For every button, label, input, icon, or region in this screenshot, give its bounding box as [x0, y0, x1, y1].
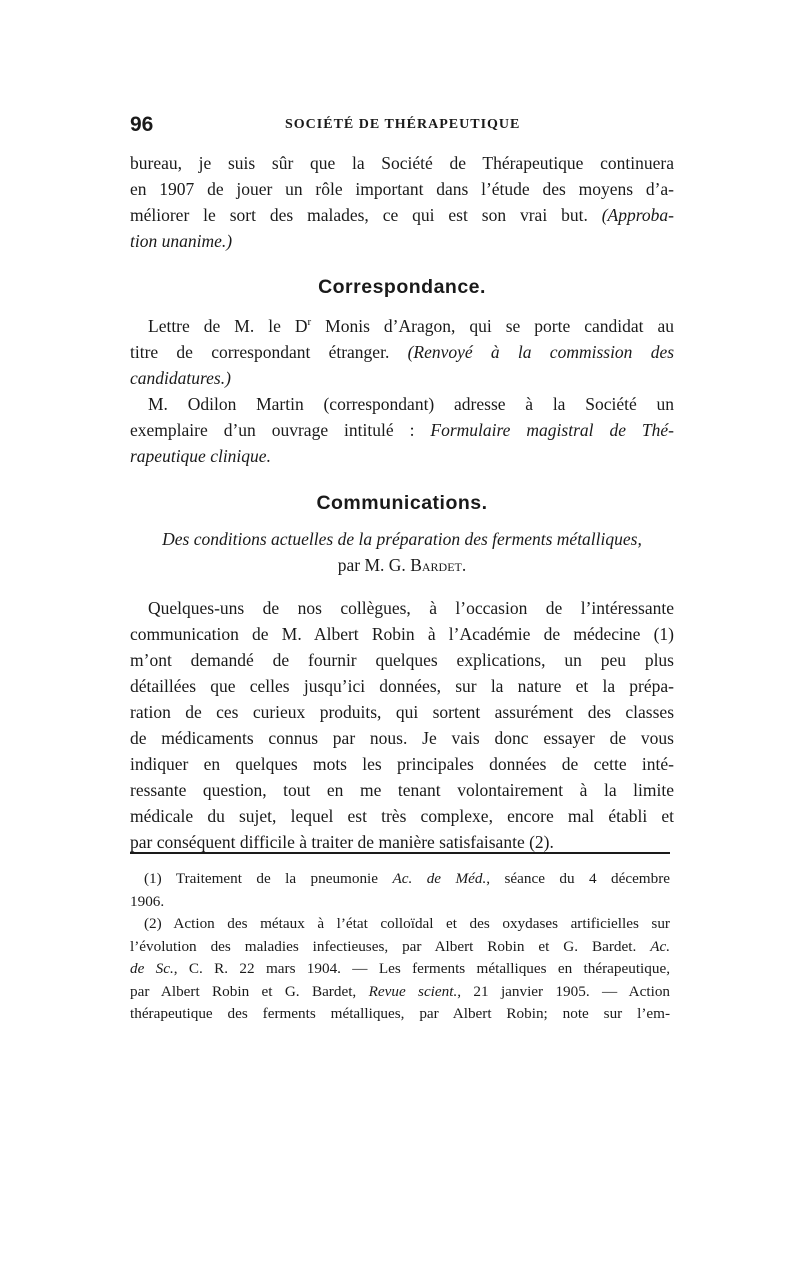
text-line: communication de M. Albert Robin à l’Académie de médecine (1)	[130, 624, 674, 644]
text-line: méliorer le sort des malades, ce qui est son vrai but. (Approba-	[130, 205, 674, 225]
footnote-2	[130, 913, 670, 1026]
text-line: Lettre de M. le $D^r$ Monis d’Aragon, qui se porte candidat au	[148, 316, 675, 336]
intro-paragraph	[130, 150, 674, 254]
text-line: par conséquent difficile à traiter de manière satisfaisante (2).	[130, 832, 554, 852]
text-line: candidatures.)	[130, 368, 231, 388]
running-title: SOCIÉTÉ DE THÉRAPEUTIQUE	[285, 117, 521, 132]
text-line: (2) Action des métaux à l’état colloïdal et des oxydases artificielles sur	[144, 915, 670, 932]
page-number: 96	[130, 113, 154, 136]
section-heading-communications: Communications.	[316, 492, 488, 514]
text-line: indiquer en quelques mots les principales données de cette inté-	[130, 754, 674, 774]
article-byline: par M. G. Bardet.	[337, 555, 467, 575]
text-line: (1) Traitement de la pneumonie Ac. de Méd., séance du 4 décembre	[144, 870, 671, 887]
text-line: exemplaire d’un ouvrage intitulé : Formulaire magistral de Thé-	[130, 420, 675, 440]
text-line: en 1907 de jouer un rôle important dans l’étude des moyens d’a-	[130, 179, 674, 199]
running-header	[130, 113, 670, 141]
article-title: Des conditions actuelles de la préparation des ferments métalliques,	[162, 529, 642, 549]
body-paragraph	[130, 595, 674, 855]
text-line: Quelques-uns de nos collègues, à l’occasion de l’intéressante	[148, 598, 674, 618]
text-line: bureau, je suis sûr que la Société de Thérapeutique continuera	[130, 153, 674, 173]
section-heading-correspondance: Correspondance.	[318, 276, 486, 298]
footnote-divider	[130, 852, 670, 854]
text-line: de Sc., C. R. 22 mars 1904. — Les ferments métalliques en thérapeutique,	[130, 960, 670, 977]
text-line: médicale du sujet, lequel est très complexe, encore mal établi et	[130, 806, 674, 826]
text-line: M. Odilon Martin (correspondant) adresse à la Société un	[148, 394, 674, 414]
footnotes	[130, 868, 670, 1026]
text-line: par Albert Robin et G. Bardet, Revue scient., 21 janvier 1905. — Action	[130, 982, 671, 1000]
text-line: titre de correspondant étranger. (Renvoyé à la commission des	[130, 342, 675, 362]
main-text	[130, 150, 674, 855]
text-line: rapeutique clinique.	[130, 446, 271, 466]
text-line: tion unanime.)	[130, 231, 233, 251]
correspondance-paragraph	[130, 313, 674, 469]
text-line: l’évolution des maladies infectieuses, par Albert Robin et G. Bardet. Ac.	[130, 937, 671, 955]
text-line: ressante question, tout en me tenant volontairement à la limite	[130, 780, 674, 800]
text-line: de médicaments connus par nous. Je vais donc essayer de vous	[130, 728, 674, 748]
text-line: détaillées que celles jusqu’ici données, sur la nature et la prépa-	[130, 676, 674, 696]
text-line: thérapeutique des ferments métalliques, par Albert Robin; note sur l’em-	[130, 1005, 670, 1022]
text-line: ration de ces curieux produits, qui sortent assurément des classes	[130, 702, 674, 722]
footnote-1	[130, 868, 670, 913]
text-line: m’ont demandé de fournir quelques explications, un peu plus	[130, 650, 674, 670]
text-line: 1906.	[130, 892, 165, 910]
